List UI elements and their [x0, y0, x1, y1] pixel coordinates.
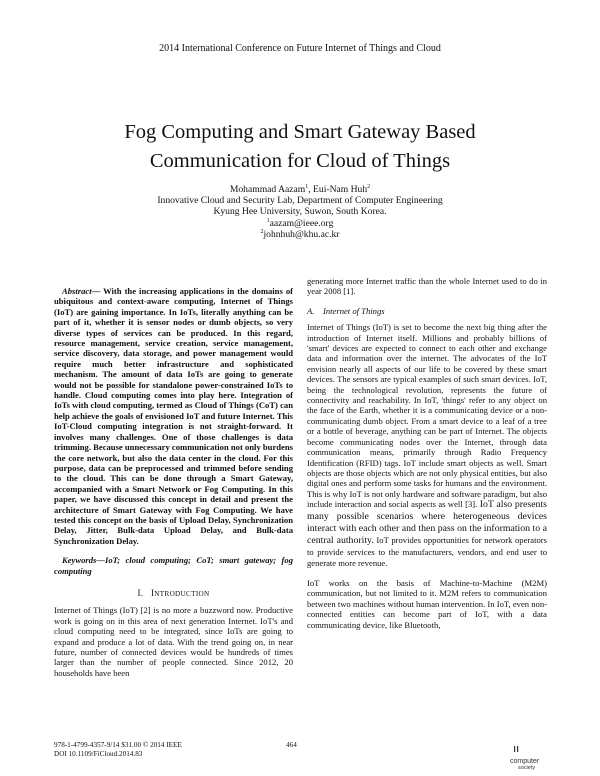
email-2 — [0, 229, 600, 240]
title-line-2: Communication for Cloud of Things — [149, 150, 451, 172]
section-heading-rest: NTRODUCTION — [154, 589, 210, 598]
iot-paragraph-1 — [307, 322, 547, 568]
email-2-sup: 2 — [260, 228, 264, 235]
affiliation-1: Innovative Cloud and Security Lab, Department of Computer Engineering — [157, 195, 443, 207]
keywords: Keywords—IoT; cloud computing; CoT; smart gateway; fog computing — [54, 555, 293, 576]
iot-para1-end: IoT provides opportunities for network operators to provide services to the manufacturers, vendors, and end user to generate more revenue. — [307, 535, 547, 568]
author-2: , Eui-Nam Huh — [308, 184, 368, 195]
iot-para1-text: Internet of Things (IoT) is set to become the next big thing after the introduction of Internet itself. Millions and probably billions of 'smart' devices are expected to connect to each other and exchange data and information over the internet. The advocates of the IoT envision nearly all aspects of our life to be covered by these smart devices. The sensors are typical examples of such smart devices. IoT, being the technological revolution, represents the future of connectivity and reachability. In IoT, 'things' refer to any object on the face of the Earth, whether it is a communicating device or a non-communicating dumb object. From a smart device to a leaf of a tree or a bottle of beverage, anything can be part of Internet. The objects become communicating nodes over the Internet, through data communication means, primarily through Radio Frequency Identification (RFID) tags. IoT include smart objects as well. Smart objects are those objects which are not only physical entities, but also digital ones and perform some tasks for humans and the environment. This is why IoT is not only hardware and software paradigm, but also include interaction and social aspects as well [3]. — [307, 322, 547, 510]
subsection-heading-iot: A. Internet of Things — [307, 305, 385, 316]
paper-title — [40, 118, 560, 176]
footer-copyright — [54, 741, 182, 759]
title-line-1: Fog Computing and Smart Gateway Based — [124, 121, 476, 143]
ieee-logo-icon — [510, 745, 550, 753]
section-heading-introduction — [54, 588, 293, 599]
left-column — [54, 286, 293, 678]
continued-paragraph: generating more Internet traffic than the whole Internet used to do in year 2008 [1]. — [307, 276, 547, 297]
intro-paragraph: Internet of Things (IoT) [2] is no more a buzzword now. Productive work is going on in this area of next generation Internet. IoT's and cloud computing need to be integrated, since IoTs are going to expand and produce a lot of data. With the trend going on, in near future, number of connected devices would be hundreds of times larger than the number of people connected. Since 2012, 20 households have been — [54, 605, 293, 678]
abstract-text: With the increasing applications in the domains of ubiquitous and context-aware computing, Internet of Things (IoT) are gaining importance. In IoTs, literally anything can be part of it, whether it is sensor nodes or dumb objects, so very diverse types of services can be produced. In this regard, resource management, service creation, service management, service discovery, data storage, and power management would require much better infrastructure and sophisticated mechanism. The amount of data IoTs are going to generate would not be possible for standalone power-constrained IoTs to handle. Cloud computing comes into play here. Integration of IoTs with cloud computing, termed as Cloud of Things (CoT) can help achieve the goals of envisioned IoT and future Internet. This IoT-Cloud computing integration is not straight-forward. It involves many challenges. One of those challenges is data trimming. Because unnecessary communication not only burdens the core network, but also the data center in the cloud. For this purpose, data can be preprocessed and trimmed before sending to the cloud. This can be done through a Smart Gateway, accompanied with a Smart Network or Fog Computing. In this paper, we have discussed this concept in detail and present the architecture of Smart Gateway with Fog Computing. We have tested this concept on the basis of Upload Delay, Synchronization Delay, Jitter, Bulk-data Upload Delay, and Bulk-data Synchronization Delay. — [54, 286, 293, 546]
conference-header: 2014 International Conference on Future Internet of Things and Cloud — [159, 43, 441, 54]
footer-doi: DOI 10.1109/FiCloud.2014.83 — [54, 750, 143, 758]
section-heading-first: I — [150, 587, 155, 598]
author-2-sup: 2 — [367, 183, 371, 190]
author-block — [0, 184, 600, 240]
abstract-dash: — — [91, 286, 104, 296]
email-1 — [0, 218, 600, 229]
section-number: I. — [137, 587, 144, 598]
iot-paragraph-2: IoT works on the basis of Machine-to-Machine (M2M) communication, but not limited to it. M2M refers to communication between two machines without human intervention. In IoT, even non-connected entities can become part of IoT, with a data communicating device, like Bluetooth, — [307, 577, 547, 630]
footer-isbn: 978-1-4799-4357-9/14 $31.00 © 2014 IEEE — [54, 741, 182, 749]
author-1: Mohammad Aazam — [229, 184, 306, 195]
author-names — [0, 184, 600, 195]
email-1-sup: 1 — [266, 217, 270, 224]
email-1-text: aazam@ieee.org — [269, 217, 334, 229]
abstract-label: Abstract — [62, 286, 92, 296]
abstract — [54, 286, 293, 546]
affiliation-2: Kyung Hee University, Suwon, South Korea. — [213, 206, 387, 218]
logo-line-1: computer — [510, 758, 540, 765]
computer-society-logo — [510, 740, 550, 771]
right-column — [307, 276, 547, 630]
iot-para1-large-text: IoT also presents many possible scenarios where heterogeneous devices interact with each other and then pass on the information to a central authority. — [307, 499, 547, 547]
logo-line-2: society — [518, 765, 536, 771]
email-2-text: johnhuh@khu.ac.kr — [263, 228, 340, 240]
page-number: 464 — [286, 741, 297, 749]
author-1-sup: 1 — [305, 183, 309, 190]
